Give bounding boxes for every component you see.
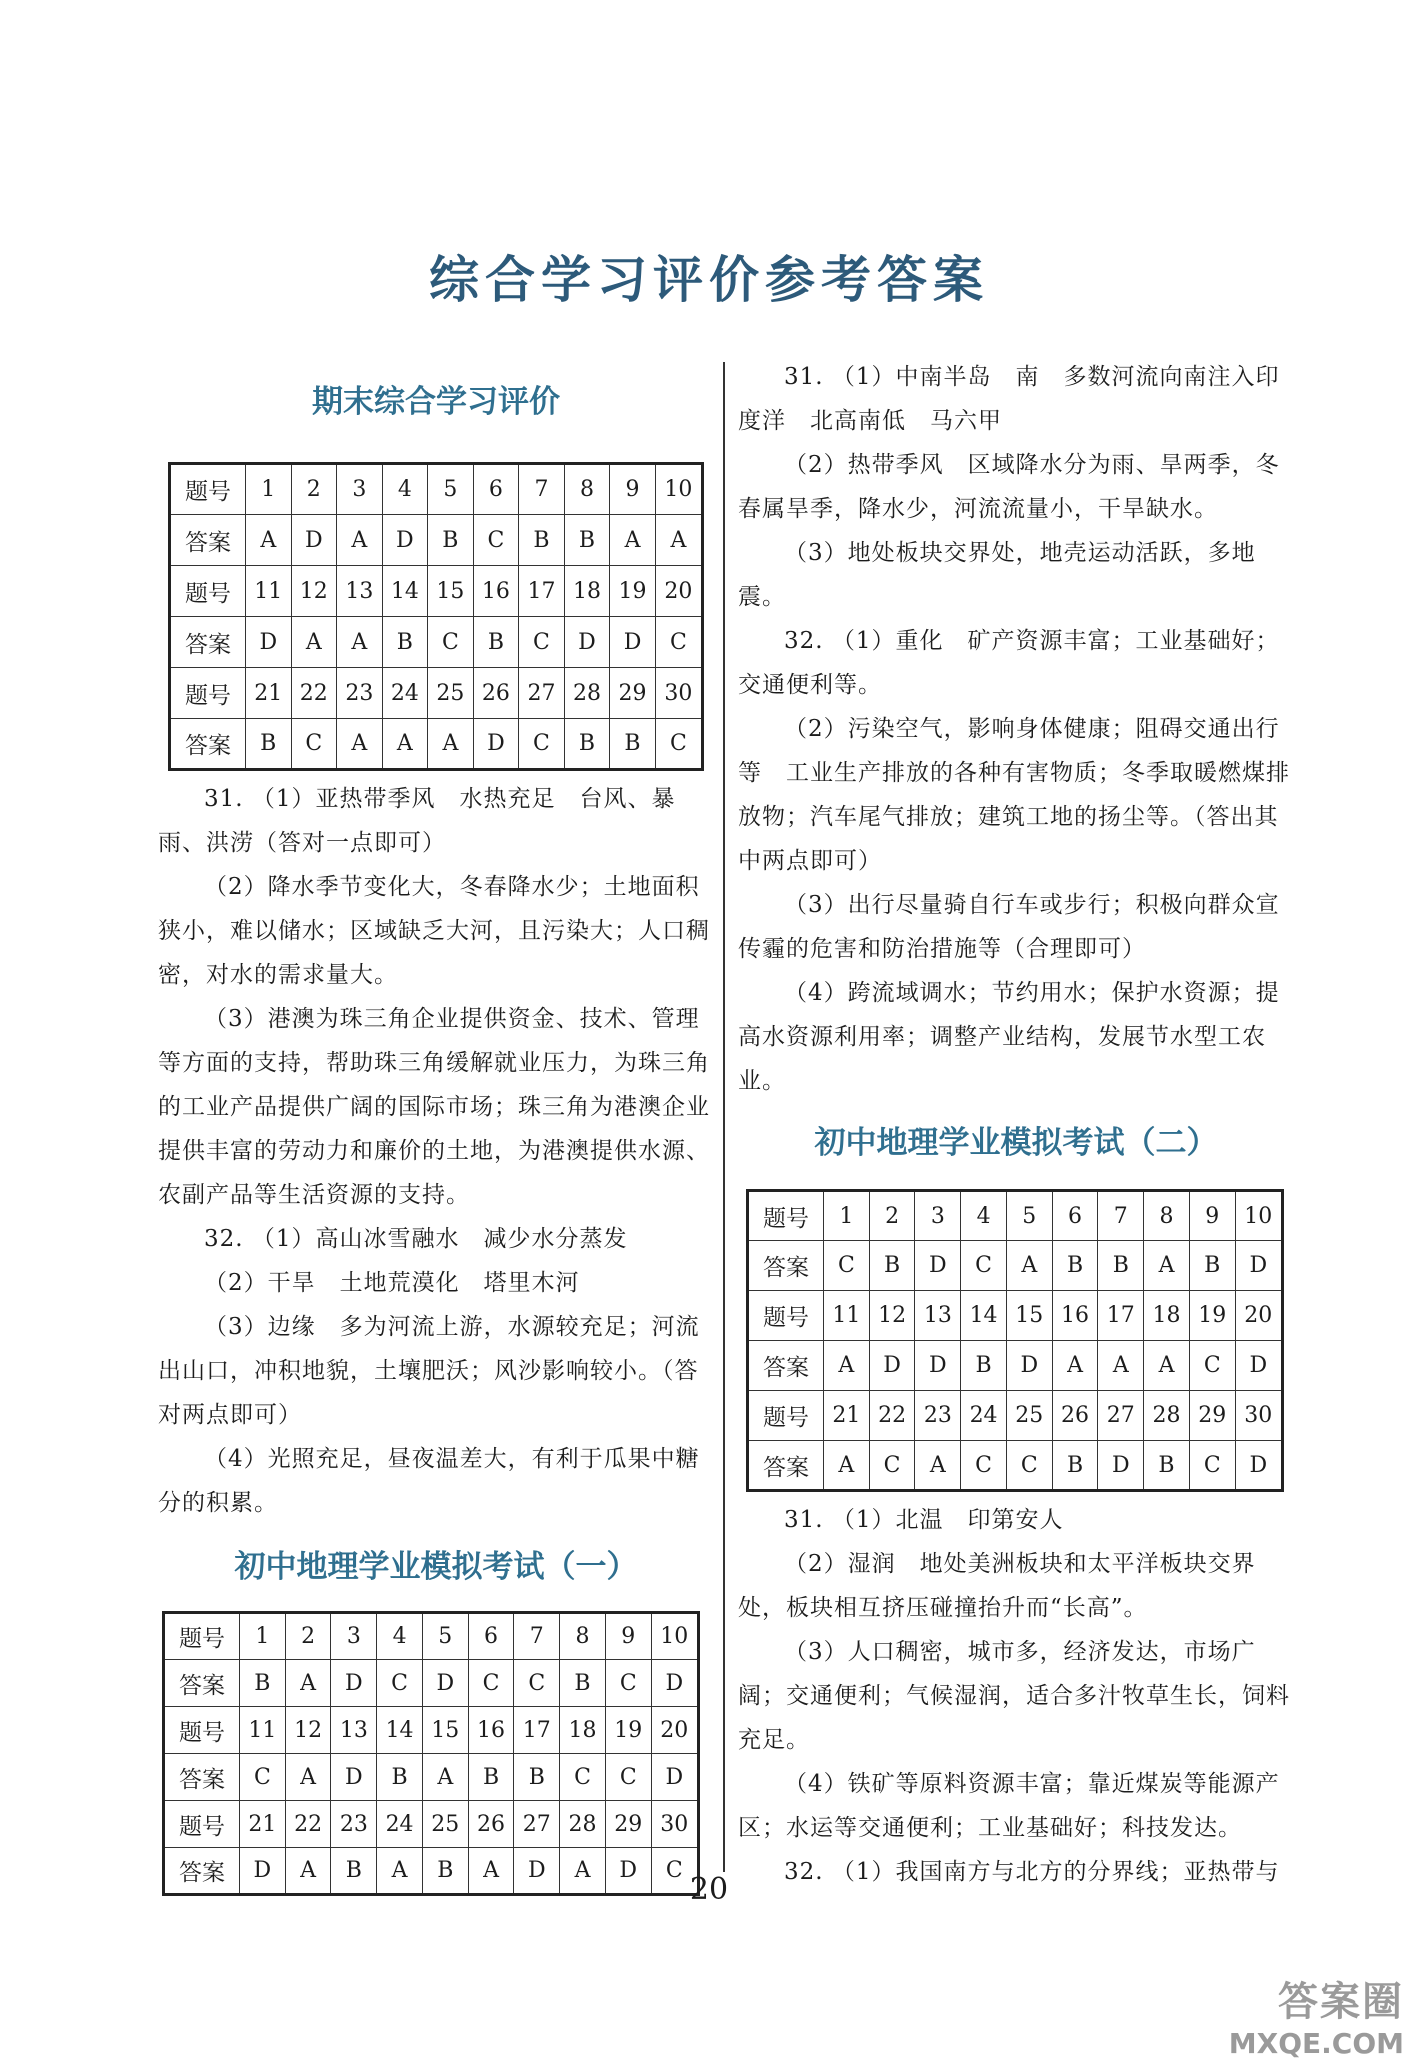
table-cell: C: [377, 1660, 423, 1707]
table-row-header: 题号: [164, 1707, 240, 1754]
table-row: [164, 1801, 699, 1848]
table-cell: 5: [428, 464, 474, 515]
table-cell: A: [1144, 1341, 1190, 1391]
table-row-header: 题号: [170, 566, 246, 617]
table-row-header: 答案: [170, 617, 246, 668]
page-number: 20: [689, 1872, 729, 1907]
answer-paragraph: （4）光照充足，昼夜温差大，有利于瓜果中糖分的积累。: [158, 1446, 700, 1516]
table-cell: D: [331, 1754, 377, 1801]
table-cell: 11: [246, 566, 292, 617]
table-cell: 14: [377, 1707, 423, 1754]
table-cell: B: [240, 1660, 286, 1707]
table-cell: 21: [240, 1801, 286, 1848]
table-cell: 10: [1235, 1191, 1282, 1241]
table-cell: C: [560, 1754, 606, 1801]
answer-table-moni1: [162, 1611, 700, 1896]
answer-paragraph: （2）热带季风 区域降水分为雨、旱两季，冬春属旱季，降水少，河流流量小，干旱缺水。: [738, 452, 1280, 522]
table-cell: 14: [961, 1291, 1007, 1341]
table-row-header: 题号: [748, 1191, 824, 1241]
section-title-moni2: 初中地理学业模拟考试（二）: [814, 1125, 1218, 1161]
table-cell: B: [610, 719, 656, 770]
table-cell: 17: [519, 566, 565, 617]
answer-paragraph: 32. （1）高山冰雪融水 减少水分蒸发: [204, 1226, 628, 1252]
table-cell: C: [519, 617, 565, 668]
table-cell: D: [564, 617, 610, 668]
answer-paragraph: （2）湿润 地处美洲板块和太平洋板块交界处，板块相互挤压碰撞抬升而“长高”。: [738, 1551, 1256, 1621]
table-cell: 23: [915, 1391, 961, 1441]
table-cell: A: [291, 617, 337, 668]
table-row-header: 题号: [748, 1391, 824, 1441]
watermark-url: MXQE.COM: [1228, 2027, 1404, 2060]
table-cell: D: [422, 1660, 468, 1707]
table-cell: D: [915, 1241, 961, 1291]
table-cell: B: [473, 617, 519, 668]
table-cell: 9: [605, 1613, 651, 1660]
table-cell: 1: [246, 464, 292, 515]
table-cell: D: [1235, 1241, 1282, 1291]
table-cell: 12: [291, 566, 337, 617]
table-row: [170, 719, 703, 770]
table-cell: 2: [869, 1191, 915, 1241]
table-cell: 6: [473, 464, 519, 515]
table-cell: 26: [468, 1801, 514, 1848]
table-cell: 7: [1098, 1191, 1144, 1241]
table-cell: A: [610, 515, 656, 566]
answer-table-qimo: [168, 462, 704, 771]
table-row: [170, 566, 703, 617]
table-cell: 24: [377, 1801, 423, 1848]
table-cell: D: [514, 1848, 560, 1895]
table-cell: 20: [651, 1707, 698, 1754]
answers-right-top: [738, 355, 1294, 1103]
table-row: [164, 1660, 699, 1707]
table-cell: 25: [1006, 1391, 1052, 1441]
table-cell: 3: [915, 1191, 961, 1241]
table-cell: 17: [514, 1707, 560, 1754]
table-cell: 22: [285, 1801, 331, 1848]
table-cell: C: [605, 1754, 651, 1801]
table-cell: B: [564, 515, 610, 566]
table-cell: B: [377, 1754, 423, 1801]
table-cell: 13: [915, 1291, 961, 1341]
table-cell: C: [519, 719, 565, 770]
table-row: [170, 515, 703, 566]
table-cell: 6: [1052, 1191, 1098, 1241]
table-cell: 16: [468, 1707, 514, 1754]
table-row: [170, 464, 703, 515]
table-cell: 20: [655, 566, 702, 617]
table-cell: 22: [291, 668, 337, 719]
table-cell: 28: [560, 1801, 606, 1848]
answer-paragraph: （2）干旱 土地荒漠化 塔里木河: [204, 1270, 580, 1296]
table-cell: B: [1189, 1241, 1235, 1291]
table-cell: A: [824, 1441, 870, 1491]
table-row-header: 答案: [748, 1341, 824, 1391]
table-row-header: 答案: [164, 1754, 240, 1801]
table-cell: B: [519, 515, 565, 566]
table-cell: 19: [605, 1707, 651, 1754]
table-cell: B: [468, 1754, 514, 1801]
table-cell: B: [246, 719, 292, 770]
table-cell: C: [291, 719, 337, 770]
answer-paragraph: 32. （1）我国南方与北方的分界线；亚热带与: [784, 1859, 1280, 1885]
table-cell: 19: [1189, 1291, 1235, 1341]
table-cell: 29: [1189, 1391, 1235, 1441]
table-cell: 13: [337, 566, 383, 617]
table-cell: D: [473, 719, 519, 770]
table-cell: 27: [519, 668, 565, 719]
table-cell: D: [1098, 1441, 1144, 1491]
answer-paragraph: （2）污染空气，影响身体健康；阻碍交通出行等 工业生产排放的各种有害物质；冬季取暖燃煤排放物；汽车尾气排放；建筑工地的扬尘等。（答出其中两点即可）: [738, 716, 1290, 874]
table-cell: 15: [428, 566, 474, 617]
table-cell: 2: [291, 464, 337, 515]
table-cell: 28: [1144, 1391, 1190, 1441]
watermark-brand: 答案圈: [1278, 1979, 1404, 2025]
answers-moni2: [738, 1498, 1294, 1894]
table-cell: 23: [331, 1801, 377, 1848]
table-cell: 8: [1144, 1191, 1190, 1241]
table-cell: C: [605, 1660, 651, 1707]
table-cell: A: [377, 1848, 423, 1895]
table-cell: C: [240, 1754, 286, 1801]
table-row-header: 题号: [170, 668, 246, 719]
table-cell: 29: [610, 668, 656, 719]
answer-paragraph: （2）降水季节变化大，冬春降水少；土地面积狭小，难以储水；区域缺乏大河，且污染大；人口稠密，对水的需求量大。: [158, 874, 710, 988]
table-row-header: 答案: [170, 719, 246, 770]
table-cell: 27: [1098, 1391, 1144, 1441]
table-cell: 14: [382, 566, 428, 617]
table-cell: 21: [824, 1391, 870, 1441]
table-cell: A: [428, 719, 474, 770]
table-cell: 6: [468, 1613, 514, 1660]
table-cell: 9: [610, 464, 656, 515]
answers-qimo: [158, 777, 714, 1525]
table-row: [170, 617, 703, 668]
table-cell: 28: [564, 668, 610, 719]
table-cell: 26: [1052, 1391, 1098, 1441]
table-cell: C: [468, 1660, 514, 1707]
table-row: [748, 1341, 1283, 1391]
table-cell: A: [1098, 1341, 1144, 1391]
table-cell: A: [246, 515, 292, 566]
table-cell: A: [337, 719, 383, 770]
answer-paragraph: （4）跨流域调水；节约用水；保护水资源；提高水资源利用率；调整产业结构，发展节水型工农业。: [738, 980, 1280, 1094]
table-cell: 12: [869, 1291, 915, 1341]
page-title: 综合学习评价参考答案: [429, 251, 989, 309]
answer-paragraph: （3）人口稠密，城市多，经济发达，市场广阔；交通便利；气候湿润，适合多汁牧草生长，饲料充足。: [738, 1639, 1290, 1753]
table-cell: B: [564, 719, 610, 770]
table-cell: B: [514, 1754, 560, 1801]
answer-paragraph: 32. （1）重化 矿产资源丰富；工业基础好；交通便利等。: [738, 628, 1280, 698]
table-cell: 9: [1189, 1191, 1235, 1241]
table-cell: 19: [610, 566, 656, 617]
table-cell: 20: [1235, 1291, 1282, 1341]
answer-paragraph: （4）铁矿等原料资源丰富；靠近煤炭等能源产区；水运等交通便利；工业基础好；科技发达。: [738, 1771, 1280, 1841]
table-row-header: 答案: [170, 515, 246, 566]
table-cell: 7: [514, 1613, 560, 1660]
table-row: [748, 1191, 1283, 1241]
table-cell: A: [382, 719, 428, 770]
table-cell: 15: [422, 1707, 468, 1754]
table-cell: 27: [514, 1801, 560, 1848]
answer-paragraph: （3）地处板块交界处，地壳运动活跃，多地震。: [738, 540, 1256, 610]
table-cell: C: [428, 617, 474, 668]
table-cell: 10: [655, 464, 702, 515]
table-cell: A: [468, 1848, 514, 1895]
table-cell: D: [651, 1660, 698, 1707]
table-cell: C: [651, 1848, 698, 1895]
table-row: [164, 1754, 699, 1801]
table-cell: 11: [824, 1291, 870, 1341]
table-cell: A: [655, 515, 702, 566]
table-cell: A: [422, 1754, 468, 1801]
table-cell: B: [1052, 1241, 1098, 1291]
column-divider: [723, 362, 725, 1872]
table-cell: B: [1144, 1441, 1190, 1491]
table-cell: A: [560, 1848, 606, 1895]
table-cell: C: [824, 1241, 870, 1291]
table-cell: 3: [331, 1613, 377, 1660]
table-cell: D: [246, 617, 292, 668]
section-title-qimo: 期末综合学习评价: [312, 384, 560, 420]
table-cell: B: [382, 617, 428, 668]
table-cell: 8: [564, 464, 610, 515]
table-cell: 22: [869, 1391, 915, 1441]
table-row: [164, 1613, 699, 1660]
answer-paragraph: （3）港澳为珠三角企业提供资金、技术、管理等方面的支持，帮助珠三角缓解就业压力，为珠三角的工业产品提供广阔的国际市场；珠三角为港澳企业提供丰富的劳动力和廉价的土地，为港澳提供水源、农副产品等生活资源的支持。: [158, 1006, 710, 1208]
table-cell: C: [1189, 1341, 1235, 1391]
watermark: [1229, 1970, 1404, 2060]
table-cell: 1: [824, 1191, 870, 1241]
table-cell: D: [240, 1848, 286, 1895]
table-cell: 8: [560, 1613, 606, 1660]
table-cell: D: [605, 1848, 651, 1895]
table-cell: 7: [519, 464, 565, 515]
table-cell: D: [915, 1341, 961, 1391]
table-cell: 15: [1006, 1291, 1052, 1341]
answer-paragraph: 31. （1）北温 印第安人: [784, 1507, 1064, 1533]
table-cell: D: [291, 515, 337, 566]
table-cell: A: [1144, 1241, 1190, 1291]
table-row-header: 答案: [748, 1441, 824, 1491]
table-cell: 23: [337, 668, 383, 719]
table-cell: A: [337, 515, 383, 566]
table-cell: 11: [240, 1707, 286, 1754]
answer-paragraph: 31. （1）中南半岛 南 多数河流向南注入印度洋 北高南低 马六甲: [738, 364, 1280, 434]
table-cell: D: [331, 1660, 377, 1707]
table-cell: 13: [331, 1707, 377, 1754]
table-row: [748, 1291, 1283, 1341]
table-cell: B: [869, 1241, 915, 1291]
table-row-header: 题号: [164, 1613, 240, 1660]
table-cell: 16: [1052, 1291, 1098, 1341]
table-cell: D: [610, 617, 656, 668]
table-cell: C: [514, 1660, 560, 1707]
table-cell: C: [869, 1441, 915, 1491]
table-cell: 26: [473, 668, 519, 719]
table-cell: 24: [382, 668, 428, 719]
table-cell: C: [961, 1241, 1007, 1291]
table-cell: C: [1006, 1441, 1052, 1491]
table-row-header: 答案: [164, 1848, 240, 1895]
table-cell: 29: [605, 1801, 651, 1848]
table-row-header: 答案: [748, 1241, 824, 1291]
table-cell: A: [1052, 1341, 1098, 1391]
table-cell: A: [337, 617, 383, 668]
table-cell: D: [1006, 1341, 1052, 1391]
table-row-header: 题号: [164, 1801, 240, 1848]
right-column: [738, 355, 1294, 1894]
table-row-header: 题号: [748, 1291, 824, 1341]
table-cell: 30: [651, 1801, 698, 1848]
table-row: [164, 1707, 699, 1754]
table-row-header: 答案: [164, 1660, 240, 1707]
table-cell: 17: [1098, 1291, 1144, 1341]
table-row: [170, 668, 703, 719]
table-cell: D: [1235, 1441, 1282, 1491]
section-title-moni1: 初中地理学业模拟考试（一）: [234, 1549, 638, 1585]
table-cell: 10: [651, 1613, 698, 1660]
table-cell: 3: [337, 464, 383, 515]
table-cell: 18: [1144, 1291, 1190, 1341]
table-cell: C: [655, 617, 702, 668]
table-cell: A: [824, 1341, 870, 1391]
table-cell: 4: [377, 1613, 423, 1660]
table-cell: D: [1235, 1341, 1282, 1391]
table-cell: 25: [428, 668, 474, 719]
table-cell: 1: [240, 1613, 286, 1660]
table-cell: B: [961, 1341, 1007, 1391]
answer-paragraph: （3）边缘 多为河流上游，水源较充足；河流出山口，冲积地貌，土壤肥沃；风沙影响较小。（答对两点即可）: [158, 1314, 700, 1428]
table-cell: D: [869, 1341, 915, 1391]
table-cell: 12: [285, 1707, 331, 1754]
table-cell: 18: [560, 1707, 606, 1754]
table-cell: B: [331, 1848, 377, 1895]
table-cell: B: [428, 515, 474, 566]
table-cell: 16: [473, 566, 519, 617]
table-cell: 4: [961, 1191, 1007, 1241]
table-cell: 30: [1235, 1391, 1282, 1441]
table-cell: C: [961, 1441, 1007, 1491]
table-cell: D: [651, 1754, 698, 1801]
answer-paragraph: （3）出行尽量骑自行车或步行；积极向群众宣传霾的危害和防治措施等（合理即可）: [738, 892, 1280, 962]
table-cell: B: [1052, 1441, 1098, 1491]
table-cell: A: [915, 1441, 961, 1491]
table-cell: 4: [382, 464, 428, 515]
answer-paragraph: 31. （1）亚热带季风 水热充足 台风、暴雨、洪涝（答对一点即可）: [158, 786, 676, 856]
table-cell: 2: [285, 1613, 331, 1660]
table-cell: A: [285, 1754, 331, 1801]
table-cell: C: [1189, 1441, 1235, 1491]
table-cell: 5: [1006, 1191, 1052, 1241]
table-cell: B: [422, 1848, 468, 1895]
table-cell: A: [285, 1660, 331, 1707]
table-cell: 5: [422, 1613, 468, 1660]
table-cell: B: [560, 1660, 606, 1707]
table-cell: 30: [655, 668, 702, 719]
table-cell: D: [382, 515, 428, 566]
table-row-header: 题号: [170, 464, 246, 515]
table-row: [748, 1241, 1283, 1291]
table-row: [748, 1391, 1283, 1441]
table-row: [748, 1441, 1283, 1491]
left-column: [158, 372, 714, 1896]
table-cell: A: [1006, 1241, 1052, 1291]
table-cell: 25: [422, 1801, 468, 1848]
table-cell: 24: [961, 1391, 1007, 1441]
table-cell: B: [1098, 1241, 1144, 1291]
table-cell: A: [285, 1848, 331, 1895]
table-cell: 21: [246, 668, 292, 719]
table-cell: C: [473, 515, 519, 566]
answer-table-moni2: [746, 1189, 1284, 1492]
table-cell: C: [655, 719, 702, 770]
table-cell: 18: [564, 566, 610, 617]
